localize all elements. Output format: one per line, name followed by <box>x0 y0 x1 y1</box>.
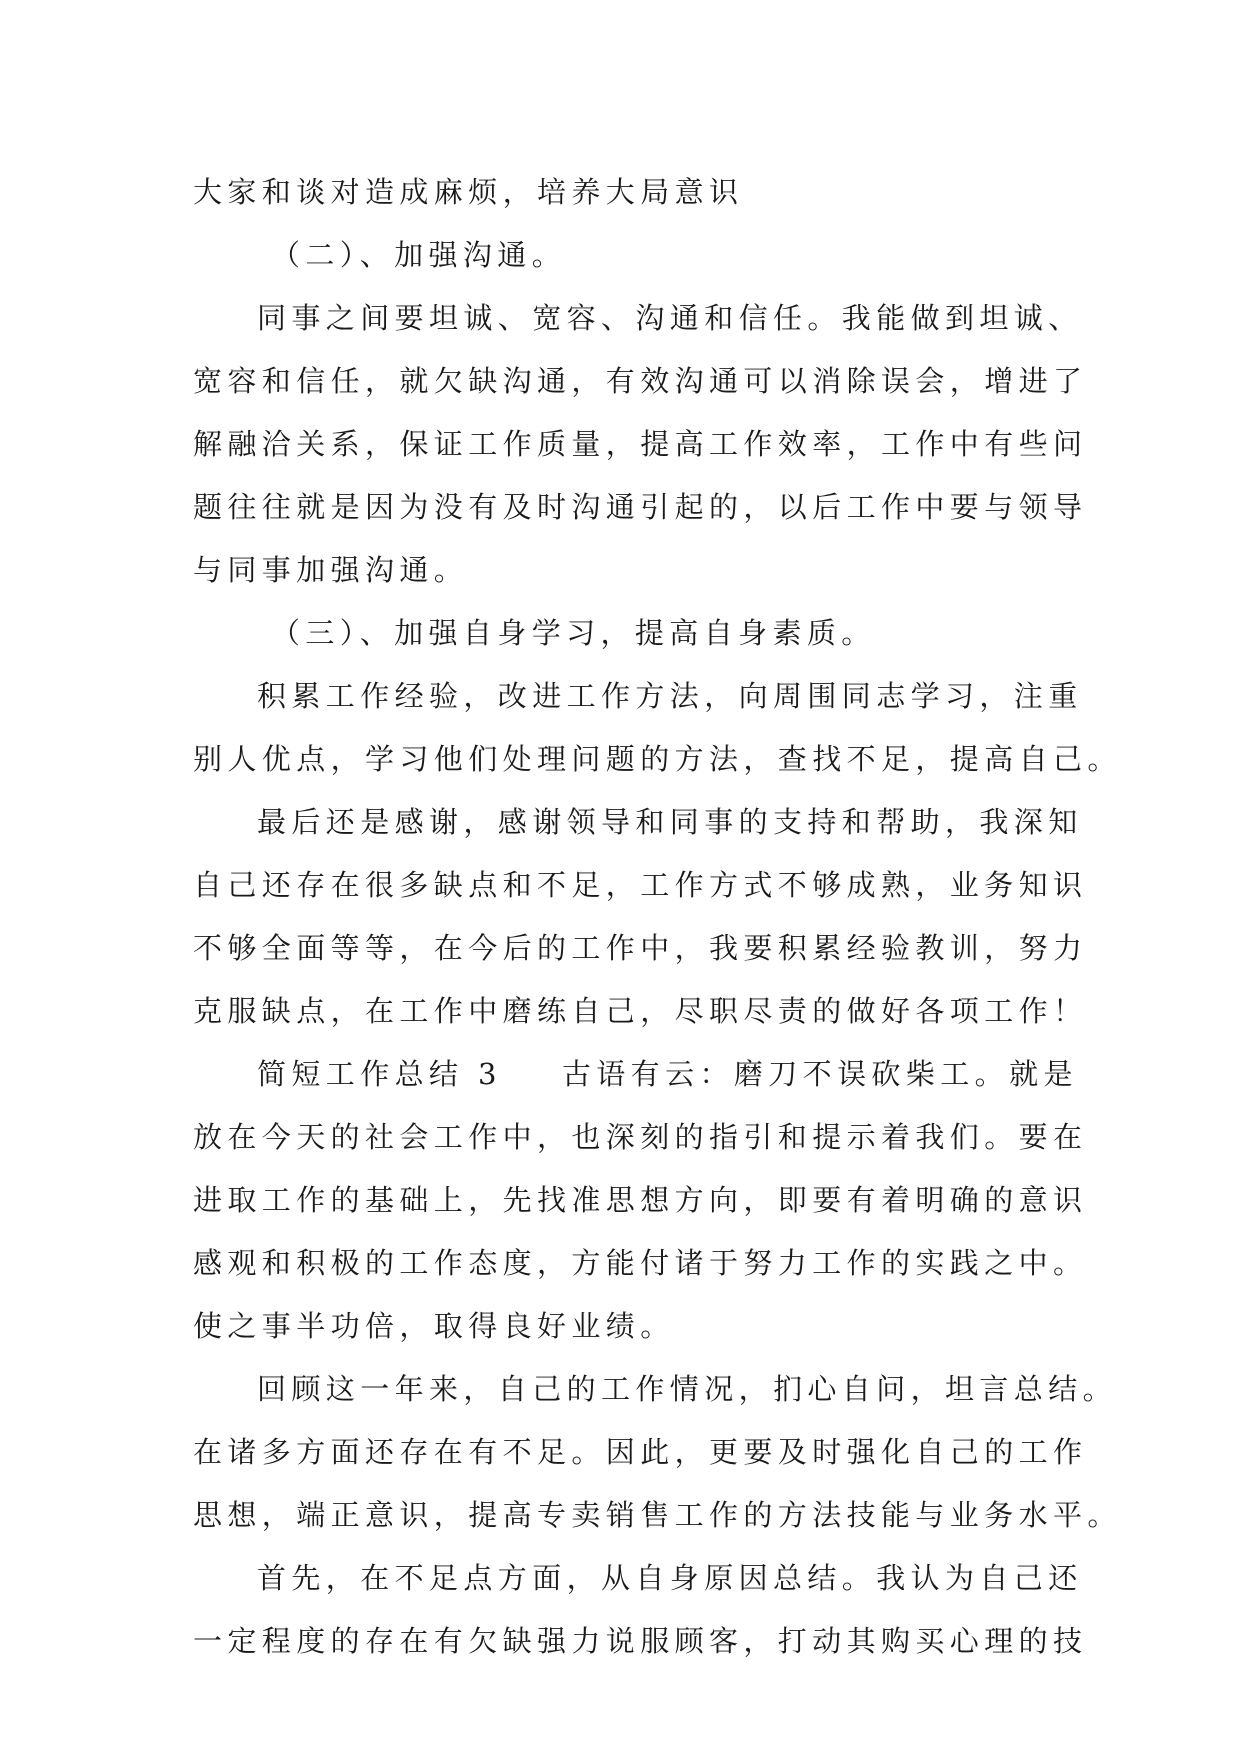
text-line: 与同事加强沟通。 <box>193 553 469 587</box>
text-line: 回顾这一年来，自己的工作情况，扪心自问，坦言总结。 <box>257 1372 1118 1406</box>
text-line: 自己还存在很多缺点和不足，工作方式不够成熟，业务知识 <box>193 868 1088 902</box>
text-line: 最后还是感谢，感谢领导和同事的支持和帮助，我深知 <box>257 805 1083 839</box>
text-line: 思想，端正意识，提高专卖销售工作的方法技能与业务水平。 <box>193 1498 1122 1532</box>
text-line: 克服缺点，在工作中磨练自己，尽职尽责的做好各项工作！ <box>193 994 1088 1028</box>
text-line: 积累工作经验，改进工作方法，向周围同志学习，注重 <box>257 679 1083 713</box>
text-line: 进取工作的基础上，先找准思想方向，即要有着明确的意识 <box>193 1183 1088 1217</box>
text-line: 大家和谈对造成麻烦，培养大局意识 <box>193 175 744 209</box>
section-heading: （二）、加强沟通。 <box>271 238 567 272</box>
text-line: 同事之间要坦诚、宽容、沟通和信任。我能做到坦诚、 <box>257 301 1083 335</box>
document-body <box>193 161 1122 1673</box>
text-line: 首先，在不足点方面，从自身原因总结。我认为自己还 <box>257 1561 1083 1595</box>
text-line: 别人优点，学习他们处理问题的方法，查找不足，提高自己。 <box>193 742 1122 776</box>
text-line: 解融洽关系，保证工作质量，提高工作效率，工作中有些问 <box>193 427 1088 461</box>
text-line: 宽容和信任，就欠缺沟通，有效沟通可以消除误会，增进了 <box>193 364 1088 398</box>
text-line: 题往往就是因为没有及时沟通引起的，以后工作中要与领导 <box>193 490 1088 524</box>
text-line: 古语有云：磨刀不误砍柴工。就是 <box>561 1057 1078 1091</box>
section-heading: （三）、加强自身学习，提高自身素质。 <box>271 616 876 650</box>
text-line: 不够全面等等，在今后的工作中，我要积累经验教训，努力 <box>193 931 1088 965</box>
text-line: 在诸多方面还存在有不足。因此，更要及时强化自己的工作 <box>193 1435 1088 1469</box>
title-line <box>193 1043 1078 1106</box>
summary-title: 简短工作总结 3 <box>257 1057 502 1091</box>
text-line: 放在今天的社会工作中，也深刻的指引和提示着我们。要在 <box>193 1120 1088 1154</box>
text-line: 一定程度的存在有欠缺强力说服顾客，打动其购买心理的技 <box>193 1624 1088 1658</box>
text-line: 感观和积极的工作态度，方能付诸于努力工作的实践之中。 <box>193 1246 1088 1280</box>
text-line: 使之事半功倍，取得良好业绩。 <box>193 1309 675 1343</box>
